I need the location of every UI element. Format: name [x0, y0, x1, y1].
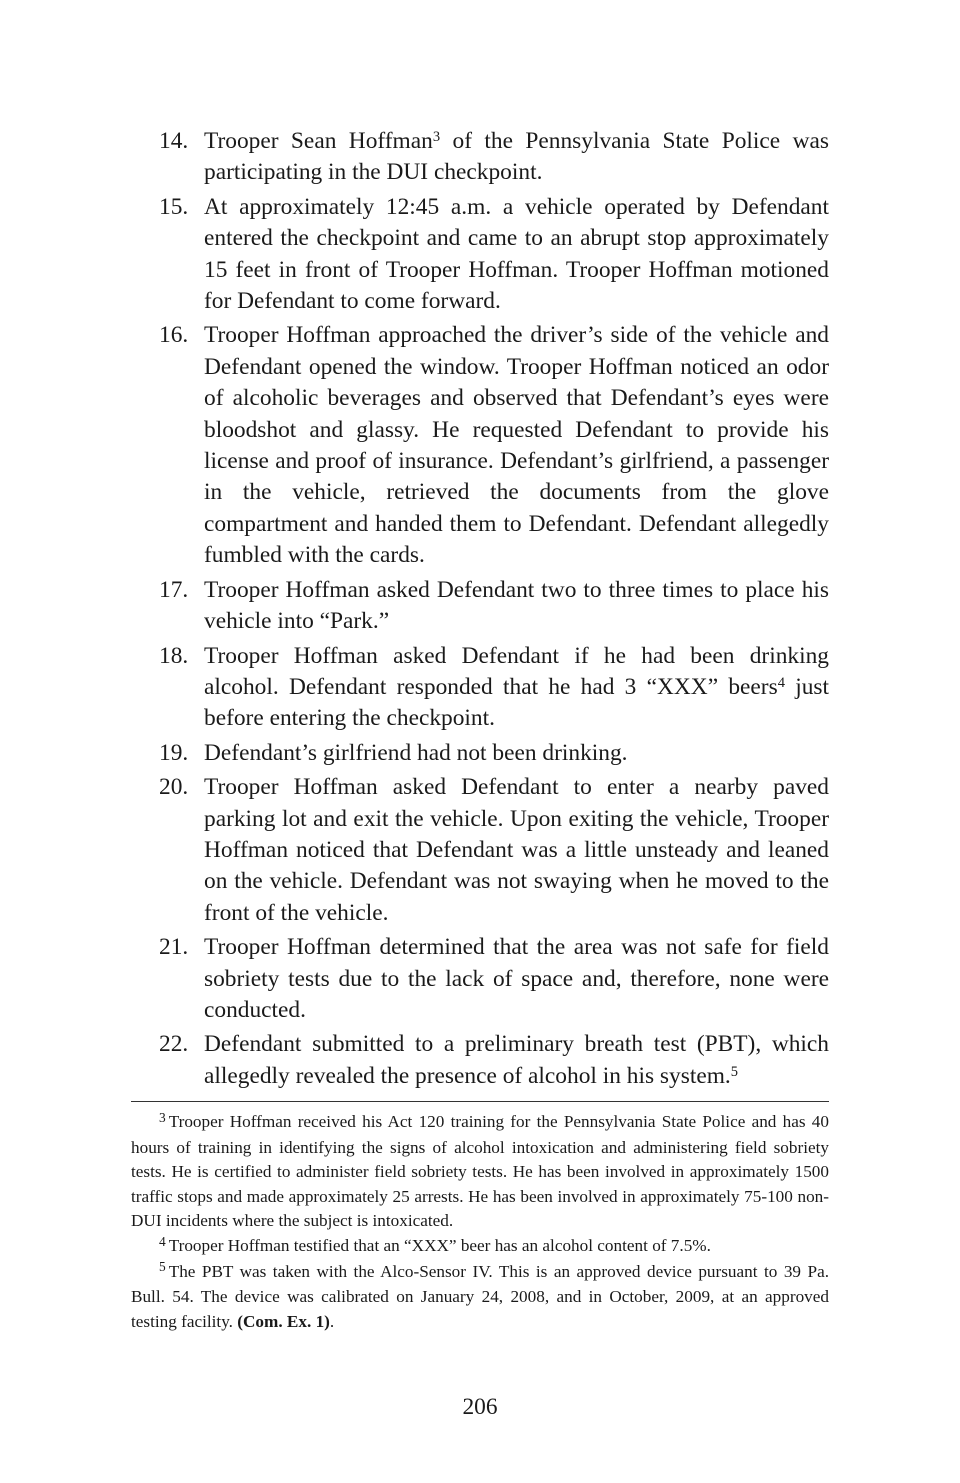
paragraph-number: 20. [159, 774, 189, 801]
footnote-mark: 5 [159, 1259, 166, 1275]
footnote-4 [131, 1234, 829, 1260]
footnote-divider [131, 1101, 829, 1102]
paragraph-number: 14. [159, 128, 189, 154]
footnote-ref-3: 3 [432, 129, 441, 146]
footnote-text: Trooper Hoffman testified that an “XXX” beer has an alcohol content of 7.5%. [168, 1235, 711, 1255]
paragraph-text: Trooper Hoffman asked Defendant to enter a nearby paved parking lot and exit the vehicle. Upon exiting the vehicle, Trooper Hoffman noticed that Defendant was a little unsteady and leaned on the vehicle. Defendant was not swaying when he moved to the front of the vehicle. [204, 774, 829, 926]
footnote-ref-4: 4 [777, 675, 785, 692]
paragraph-text: At approximately 12:45 a.m. a vehicle operated by Defendant entered the checkpoint and came to an abrupt stop approximately 15 feet in front of Trooper Hoffman. Trooper Hoffman motioned for Defendant to come forward. [204, 193, 829, 315]
paragraph-number: 22. [159, 1031, 189, 1058]
paragraph-text: Defendant submitted to a preliminary breath test (PBT), which allegedly revealed the presence of alcohol in his system.$^5$ [204, 1031, 829, 1089]
paragraph-number: 17. [159, 576, 189, 603]
paragraph-22 [131, 1029, 829, 1092]
paragraph-21 [131, 932, 829, 1026]
footnote-text: Trooper Hoffman received his Act 120 training for the Pennsylvania State Police and has 40 hours of training in identifying the signs of alcohol intoxication and administering field sobriety tests. He is certified to administer field sobriety tests. He has been involved in approximately 1500 traffic stops and made approximately 25 arrests. He has been involved in approximately 75-100 non-DUI incidents where the subject is intoxicated. [131, 1112, 829, 1231]
paragraph-17 [131, 575, 829, 638]
footnote-5 [131, 1260, 829, 1335]
paragraph-18 [131, 641, 829, 735]
paragraph-15 [131, 192, 829, 318]
numbered-findings-list [131, 126, 829, 1095]
footnote-tail: . [329, 1311, 335, 1331]
paragraph-20 [131, 772, 829, 929]
footnotes [131, 1110, 829, 1334]
footnote-ref-5: 5 [730, 1064, 738, 1081]
paragraph-number: 16. [159, 322, 189, 349]
paragraph-text: Defendant’s girlfriend had not been drinking. [204, 739, 628, 766]
paragraph-number: 21. [159, 934, 189, 961]
footnote-3 [131, 1110, 829, 1234]
paragraph-16 [131, 320, 829, 571]
footnote-mark: 3 [159, 1109, 166, 1125]
paragraph-14 [131, 126, 829, 189]
page-number: 206 [462, 1394, 498, 1420]
footnote-mark: 4 [159, 1233, 166, 1249]
exhibit-citation: (Com. Ex. 1) [237, 1311, 330, 1331]
paragraph-number: 18. [159, 642, 189, 669]
paragraph-text: Trooper Hoffman asked Defendant if he had been drinking alcohol. Defendant responded that he had 3 “XXX” beers$^4$ just before entering the checkpoint. [204, 642, 829, 732]
paragraph-text: Trooper Hoffman approached the driver’s side of the vehicle and Defendant opened the window. Trooper Hoffman noticed an odor of alcoholic beverages and observed that Defendant’s eyes were bloodshot and glassy. He requested Defendant to provide his license and proof of insurance. Defendant’s girlfriend, a passenger in the vehicle, retrieved the documents from the glove compartment and handed them to Defendant. Defendant allegedly fumbled with the cards. [204, 322, 829, 569]
footnote-text: The PBT was taken with the Alco-Sensor IV. This is an approved device pursuant to 39 Pa. Bull. 54. The device was calibrated on January 24, 2008, and in October, 2009, at an approved testing facility. [131, 1261, 829, 1331]
paragraph-number: 19. [159, 739, 189, 766]
paragraph-text: Trooper Hoffman asked Defendant two to three times to place his vehicle into “Park.” [204, 576, 829, 635]
paragraph-number: 15. [159, 193, 189, 220]
paragraph-text: Trooper Sean Hoffman$^3$ of the Pennsylvania State Police was participating in the DUI checkpoint. [204, 128, 829, 186]
paragraph-text: Trooper Hoffman determined that the area was not safe for field sobriety tests due to the lack of space and, therefore, none were conducted. [204, 934, 829, 1023]
paragraph-19 [131, 738, 829, 769]
